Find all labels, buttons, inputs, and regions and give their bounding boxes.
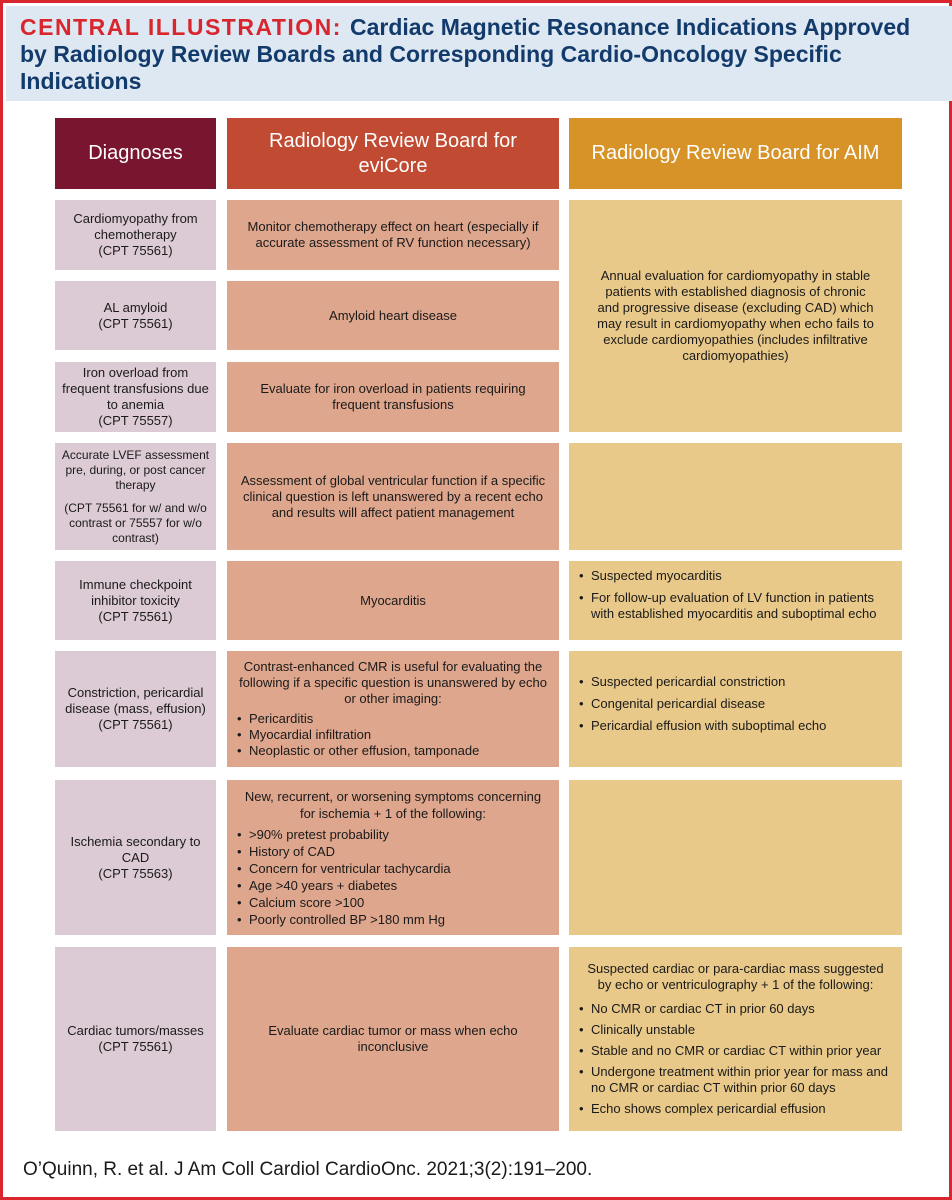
list-item: • Stable and no CMR or cardiac CT within prior year: [579, 1043, 892, 1059]
list-item: • Suspected myocarditis: [579, 568, 892, 584]
list-item: • Suspected pericardial constriction: [579, 674, 892, 690]
citation: O’Quinn, R. et al. J Am Coll Cardiol CardioOnc. 2021;3(2):191–200.: [23, 1159, 593, 1180]
evicore-cell-al-amyloid: [227, 281, 559, 350]
aim-cell-cardiac-tumors: [569, 947, 902, 1131]
list-item: • Myocardial infiltration: [237, 727, 549, 743]
list-item: • No CMR or cardiac CT in prior 60 days: [579, 1001, 892, 1017]
evicore-cell-iron-overload: [227, 362, 559, 432]
diagnosis-name: Accurate LVEF assessment pre, during, or post cancer therapy: [61, 447, 210, 492]
evicore-cell-lvef: [227, 443, 559, 550]
title-text: Cardiac Magnetic Resonance Indications Approved by Radiology Review Boards and Corresponding Cardio-Oncology Specific Indications: [20, 14, 911, 94]
diagnosis-cpt: (CPT 75561): [98, 243, 173, 258]
header-evicore-label: Radiology Review Board for eviCore: [269, 129, 517, 177]
list-item: • Concern for ventricular tachycardia: [237, 860, 549, 877]
diagnosis-name: Iron overload from frequent transfusions due to anemia: [62, 365, 209, 412]
title-bar: [6, 6, 952, 101]
evicore-text: Evaluate cardiac tumor or mass when echo inconclusive: [268, 1023, 518, 1054]
diagnosis-cpt: (CPT 75561): [98, 1039, 173, 1054]
diagnosis-name: Cardiomyopathy from chemotherapy: [73, 211, 198, 242]
evicore-list: [237, 826, 549, 928]
list-item: • Echo shows complex pericardial effusion: [579, 1101, 892, 1117]
header-evicore: [227, 118, 559, 189]
diagnosis-cpt: (CPT 75561): [98, 717, 173, 732]
evicore-text: Evaluate for iron overload in patients requiring frequent transfusions: [260, 381, 526, 412]
evicore-cell-cardiac-tumors: [227, 947, 559, 1131]
aim-cell-constriction: [569, 651, 902, 767]
evicore-cell-ischemia: [227, 780, 559, 935]
diagnosis-name: AL amyloid: [103, 299, 168, 315]
evicore-intro: New, recurrent, or worsening symptoms concerning for ischemia + 1 of the following:: [244, 788, 542, 821]
list-item: • Age >40 years + diabetes: [237, 877, 549, 894]
diagnosis-cpt: (CPT 75561 for w/ and w/o contrast or 75557 for w/o contrast): [64, 500, 207, 545]
header-diagnoses-label: Diagnoses: [88, 142, 183, 164]
aim-cell-ischemia: [569, 780, 902, 935]
aim-cell-immune-checkpoint: [569, 561, 902, 640]
diagnosis-name: Ischemia secondary to CAD: [70, 833, 201, 865]
aim-list: [579, 568, 892, 622]
evicore-cell-immune-checkpoint: [227, 561, 559, 640]
evicore-text: Monitor chemotherapy effect on heart (especially if accurate assessment of RV function necessary): [247, 219, 539, 250]
list-item: • Poorly controlled BP >180 mm Hg: [237, 911, 549, 928]
aim-list: [579, 1001, 892, 1117]
evicore-cell-constriction: [227, 651, 559, 767]
aim-cell-lvef: [569, 443, 902, 550]
diagnosis-name: Cardiac tumors/masses: [67, 1023, 204, 1038]
evicore-list: [237, 711, 549, 759]
list-item: • Undergone treatment within prior year for mass and no CMR or cardiac CT within prior 60 days: [579, 1064, 892, 1096]
diagnosis-cell-cardiac-tumors: [55, 947, 216, 1131]
list-item: • Clinically unstable: [579, 1022, 892, 1038]
evicore-cell-cardiomyopathy: [227, 200, 559, 270]
list-item: • Congenital pericardial disease: [579, 696, 892, 712]
list-item: • History of CAD: [237, 843, 549, 860]
diagnosis-cell-immune-checkpoint: [55, 561, 216, 640]
list-item: • Neoplastic or other effusion, tamponade: [237, 743, 549, 759]
diagnosis-cell-ischemia: [55, 780, 216, 935]
title-prefix: CENTRAL ILLUSTRATION:: [20, 14, 342, 40]
evicore-text: Amyloid heart disease: [329, 307, 457, 323]
diagnosis-name: Immune checkpoint inhibitor toxicity: [79, 576, 192, 608]
diagnosis-cell-iron-overload: [55, 362, 216, 432]
evicore-text: Assessment of global ventricular function if a specific clinical question is left unanswered by a recent echo and results will affect patient management: [240, 472, 546, 520]
aim-intro: Suspected cardiac or para-cardiac mass suggested by echo or ventriculography + 1 of the following:: [587, 961, 884, 992]
diagnosis-cell-lvef: [55, 443, 216, 550]
header-aim-label: Radiology Review Board for AIM: [591, 142, 880, 164]
list-item: • >90% pretest probability: [237, 826, 549, 843]
header-diagnoses: [55, 118, 216, 189]
diagnosis-cpt: (CPT 75561): [98, 608, 173, 624]
evicore-intro: Contrast-enhanced CMR is useful for evaluating the following if a specific question is unanswered by echo or other imaging:: [239, 659, 547, 706]
aim-merged-text: Annual evaluation for cardiomyopathy in stable patients with established diagnosis of chronic and progressive disease (excluding CAD) which may result in cardiomyopathy when echo fails to exclude cardiomyopathies (includes infiltrative cardiomyopathies): [597, 268, 874, 363]
diagnosis-cell-cardiomyopathy: [55, 200, 216, 270]
diagnosis-name: Constriction, pericardial disease (mass, effusion): [65, 685, 206, 716]
list-item: • Calcium score >100: [237, 894, 549, 911]
header-aim: [569, 118, 902, 189]
diagnosis-cell-al-amyloid: [55, 281, 216, 350]
aim-cell-cardiomyopathy-merged: [569, 200, 902, 432]
diagnosis-cpt: (CPT 75561): [98, 315, 173, 331]
list-item: • Pericarditis: [237, 711, 549, 727]
diagnosis-cpt: (CPT 75557): [98, 413, 173, 428]
evicore-text: Myocarditis: [360, 592, 426, 608]
list-item: • For follow-up evaluation of LV function in patients with established myocarditis and suboptimal echo: [579, 590, 892, 622]
list-item: • Pericardial effusion with suboptimal echo: [579, 718, 892, 734]
diagnosis-cell-constriction: [55, 651, 216, 767]
aim-list: [579, 674, 892, 734]
diagnosis-cpt: (CPT 75563): [98, 865, 173, 881]
